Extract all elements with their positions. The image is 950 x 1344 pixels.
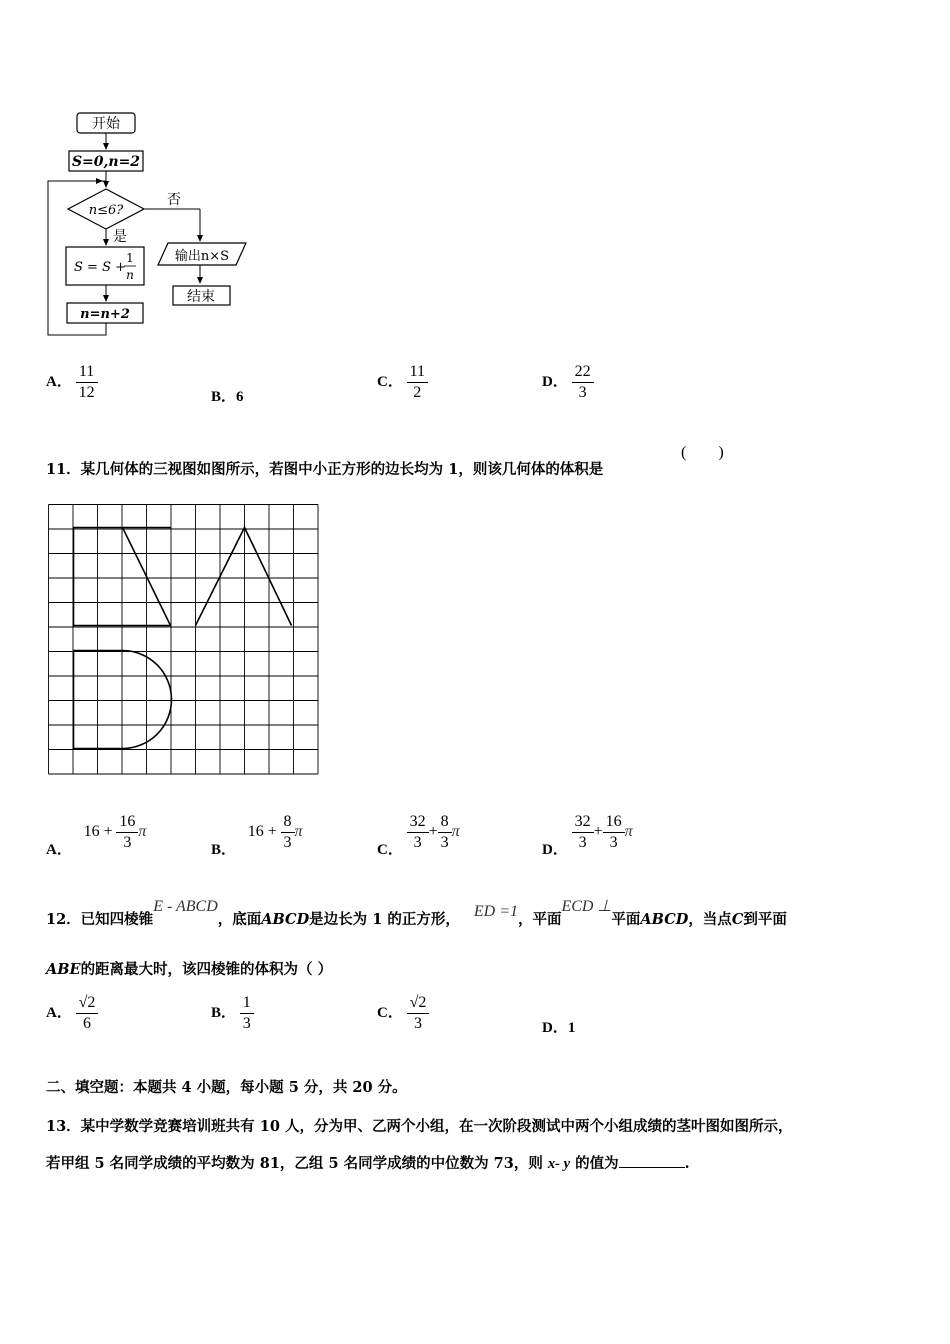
no-label: 否 [167,192,181,208]
integer-term: 16 + [83,822,113,840]
fraction: $\frac{√2}{3}$ [407,993,430,1034]
q12-option-d[interactable] [542,1016,575,1037]
option-letter: A． [46,373,72,390]
pi-symbol: π [294,822,303,840]
fraction: $\frac{√2}{6}$ [76,993,99,1034]
fraction: $\frac{16}{3}$ [603,812,625,853]
plane-ecd: ECD ⊥ [561,898,612,915]
option-letter: A． [46,1004,72,1021]
start-label: 开始 [92,116,120,132]
option-letter: C． [377,1004,403,1021]
end-label: 结束 [187,289,215,305]
option-letter: D． [542,1020,568,1036]
option-letter: D． [542,841,568,858]
ed-length: ED =1 [473,903,518,920]
option-letter: B． [211,1004,237,1021]
yes-label: 是 [113,229,127,245]
fraction: $\frac{22}{3}$ [572,362,594,403]
three-view-grid [47,503,320,777]
section-heading: 二、填空题：本题共 4 小题，每小题 5 分，共 20 分。 [46,1079,407,1096]
expression: x- y [547,1156,571,1172]
plus-sign: + [428,822,438,840]
option-letter: B． [211,841,237,858]
q12-stem-line1: 12．已知四棱锥E - ABCD，底面ABCD是边长为 1 的正方形， ED =1，平面ECD ⊥平面ABCD，当点C到平面 [46,898,787,928]
assign-num: 1 [126,251,134,265]
option-value: 1 [567,1020,576,1036]
flowchart [40,105,260,345]
grid-lines [49,505,319,775]
q12-stem-line2: ABE的距离最大时，该四棱锥的体积为（ ） [46,961,333,978]
option-letter: A． [46,841,72,858]
q11-option-b[interactable] [211,812,303,859]
q10-option-d[interactable] [542,362,594,403]
fraction: $\frac{32}{3}$ [572,812,594,853]
plus-sign: + [593,822,603,840]
q10-option-c[interactable] [377,362,428,403]
q10-option-b[interactable] [211,385,244,406]
pyramid-name: E - ABCD [153,898,218,915]
q12-option-a[interactable] [46,993,98,1034]
condition-label: n≤6? [88,203,124,218]
front-view [74,528,172,626]
q10-option-a[interactable] [46,362,98,403]
option-value: 6 [236,389,244,405]
fraction: $\frac{11}{12}$ [76,362,98,403]
q11-option-d[interactable] [542,812,633,859]
init-label: S=0,n=2 [71,154,141,170]
q11-option-a[interactable] [46,812,146,859]
q11-stem: 11．某几何体的三视图如图所示，若图中小正方形的边长均为 1，则该几何体的体积是 [46,461,604,478]
q11-paren: ( ) [681,444,724,461]
q13-line2: 若甲组 5 名同学成绩的平均数为 81，乙组 5 名同学成绩的中位数为 73，则 x- y 的值为 . [46,1155,690,1172]
fraction: $\frac{8}{3}$ [281,812,295,853]
increment-label: n=n+2 [80,307,130,322]
fraction: $\frac{1}{3}$ [240,993,254,1034]
output-label: 输出n×S [174,249,230,264]
q12-option-c[interactable] [377,993,429,1034]
side-view [196,528,292,626]
fraction: $\frac{11}{2}$ [407,362,428,403]
integer-term: 16 + [247,822,277,840]
pi-symbol: π [451,822,460,840]
top-view [74,651,172,749]
pi-symbol: π [624,822,633,840]
option-letter: D． [542,373,568,390]
assign-den: n [126,268,134,282]
option-letter: C． [377,841,403,858]
q12-option-b[interactable] [211,993,254,1034]
fraction: $\frac{16}{3}$ [116,812,138,853]
fraction: $\frac{8}{3}$ [438,812,452,853]
fraction: $\frac{32}{3}$ [407,812,429,853]
answer-blank[interactable] [619,1153,685,1168]
q13-line1: 13．某中学数学竞赛培训班共有 10 人，分为甲、乙两个小组，在一次阶段测试中两个小组成绩的茎叶图如图所示， [46,1118,793,1135]
assign-lhs: S = S + [74,260,126,275]
q11-option-c[interactable] [377,812,460,859]
option-letter: B． [211,389,237,405]
pi-symbol: π [138,822,147,840]
option-letter: C． [377,373,403,390]
